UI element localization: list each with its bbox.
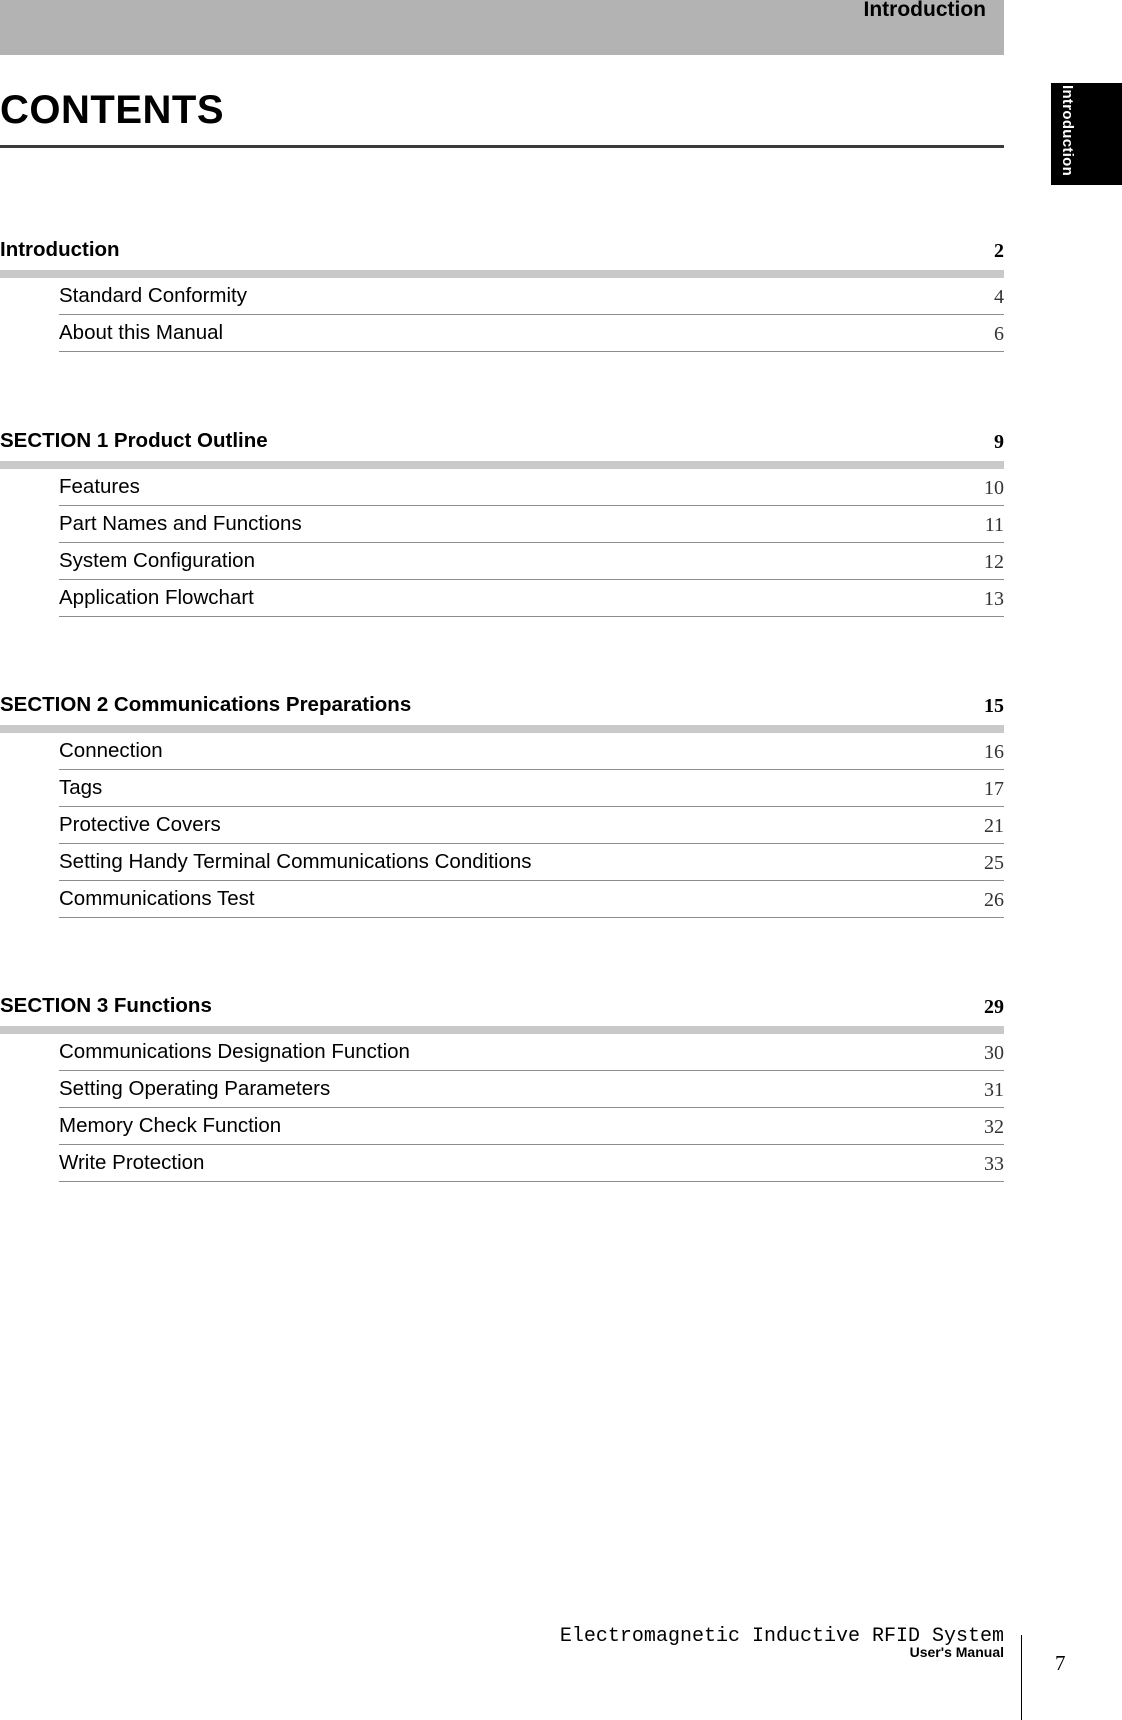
entry-title: Part Names and Functions: [59, 512, 302, 535]
toc-entry[interactable]: [59, 844, 1004, 881]
entry-page-number: 6: [994, 323, 1004, 345]
entry-title: Setting Operating Parameters: [59, 1077, 331, 1100]
toc-entry[interactable]: [59, 506, 1004, 543]
page-number: 7: [1055, 1651, 1066, 1675]
section-title[interactable]: SECTION 2 Communications Preparations: [0, 693, 412, 716]
entry-page-number: 32: [984, 1116, 1004, 1138]
title-rule: [0, 145, 1004, 148]
entry-title: Standard Conformity: [59, 284, 248, 307]
entry-page-number: 13: [984, 588, 1004, 610]
entry-page-number: 21: [984, 815, 1004, 837]
toc-entry[interactable]: [59, 1034, 1004, 1071]
toc-entry[interactable]: [59, 315, 1004, 352]
page-title: CONTENTS: [0, 88, 224, 132]
entry-page-number: 33: [984, 1153, 1004, 1175]
toc-entry[interactable]: [59, 543, 1004, 580]
toc-entry[interactable]: [59, 1145, 1004, 1182]
toc-section-introduction: [0, 234, 1004, 352]
entry-page-number: 17: [984, 778, 1004, 800]
section-page-number: 2: [994, 240, 1004, 262]
toc-section-2: [0, 689, 1004, 918]
entry-page-number: 31: [984, 1079, 1004, 1101]
footer-manual-label: User's Manual: [909, 1644, 1004, 1660]
page-header: [0, 0, 1004, 55]
toc-entry[interactable]: [59, 580, 1004, 617]
side-tab-label: Introduction: [1059, 85, 1076, 177]
toc-section-1: [0, 425, 1004, 617]
section-title[interactable]: Introduction: [0, 238, 120, 261]
footer-manual-title: [560, 1626, 1004, 1659]
entry-page-number: 12: [984, 551, 1004, 573]
toc-entry[interactable]: [59, 1071, 1004, 1108]
toc-entry[interactable]: [59, 733, 1004, 770]
toc-entry[interactable]: [59, 1108, 1004, 1145]
toc-entry[interactable]: [59, 881, 1004, 918]
entry-title: Features: [59, 475, 140, 498]
entry-title: Application Flowchart: [59, 586, 254, 609]
footer-system-name: Electromagnetic Inductive RFID System: [559, 1625, 1004, 1648]
entry-page-number: 10: [984, 477, 1004, 499]
entry-page-number: 11: [984, 514, 1004, 536]
section-divider: [0, 270, 1004, 278]
entry-title: Memory Check Function: [59, 1114, 282, 1137]
section-divider: [0, 1026, 1004, 1034]
toc-entry[interactable]: [59, 469, 1004, 506]
entry-page-number: 26: [984, 889, 1004, 911]
entry-title: Connection: [59, 739, 163, 762]
footer-divider: [1021, 1635, 1022, 1720]
toc-entry[interactable]: [59, 807, 1004, 844]
entry-page-number: 4: [994, 286, 1004, 308]
section-divider: [0, 461, 1004, 469]
entry-title: Setting Handy Terminal Communications Conditions: [59, 850, 532, 873]
section-divider: [0, 725, 1004, 733]
entry-title: Protective Covers: [59, 813, 221, 836]
side-tab: [1051, 83, 1122, 185]
section-page-number: 15: [984, 695, 1004, 717]
toc-section-3: [0, 990, 1004, 1182]
entry-page-number: 30: [984, 1042, 1004, 1064]
section-title[interactable]: SECTION 1 Product Outline: [0, 429, 268, 452]
toc-entry[interactable]: [59, 278, 1004, 315]
section-page-number: 9: [994, 431, 1004, 453]
entry-title: Communications Designation Function: [59, 1040, 410, 1063]
section-page-number: 29: [984, 996, 1004, 1018]
entry-title: Tags: [59, 776, 103, 799]
toc-entry[interactable]: [59, 770, 1004, 807]
entry-page-number: 16: [984, 741, 1004, 763]
entry-title: Communications Test: [59, 887, 255, 910]
section-title[interactable]: SECTION 3 Functions: [0, 994, 212, 1017]
entry-page-number: 25: [984, 852, 1004, 874]
header-title: Introduction: [863, 0, 986, 21]
entry-title: Write Protection: [59, 1151, 205, 1174]
entry-title: About this Manual: [59, 321, 224, 344]
entry-title: System Configuration: [59, 549, 255, 572]
